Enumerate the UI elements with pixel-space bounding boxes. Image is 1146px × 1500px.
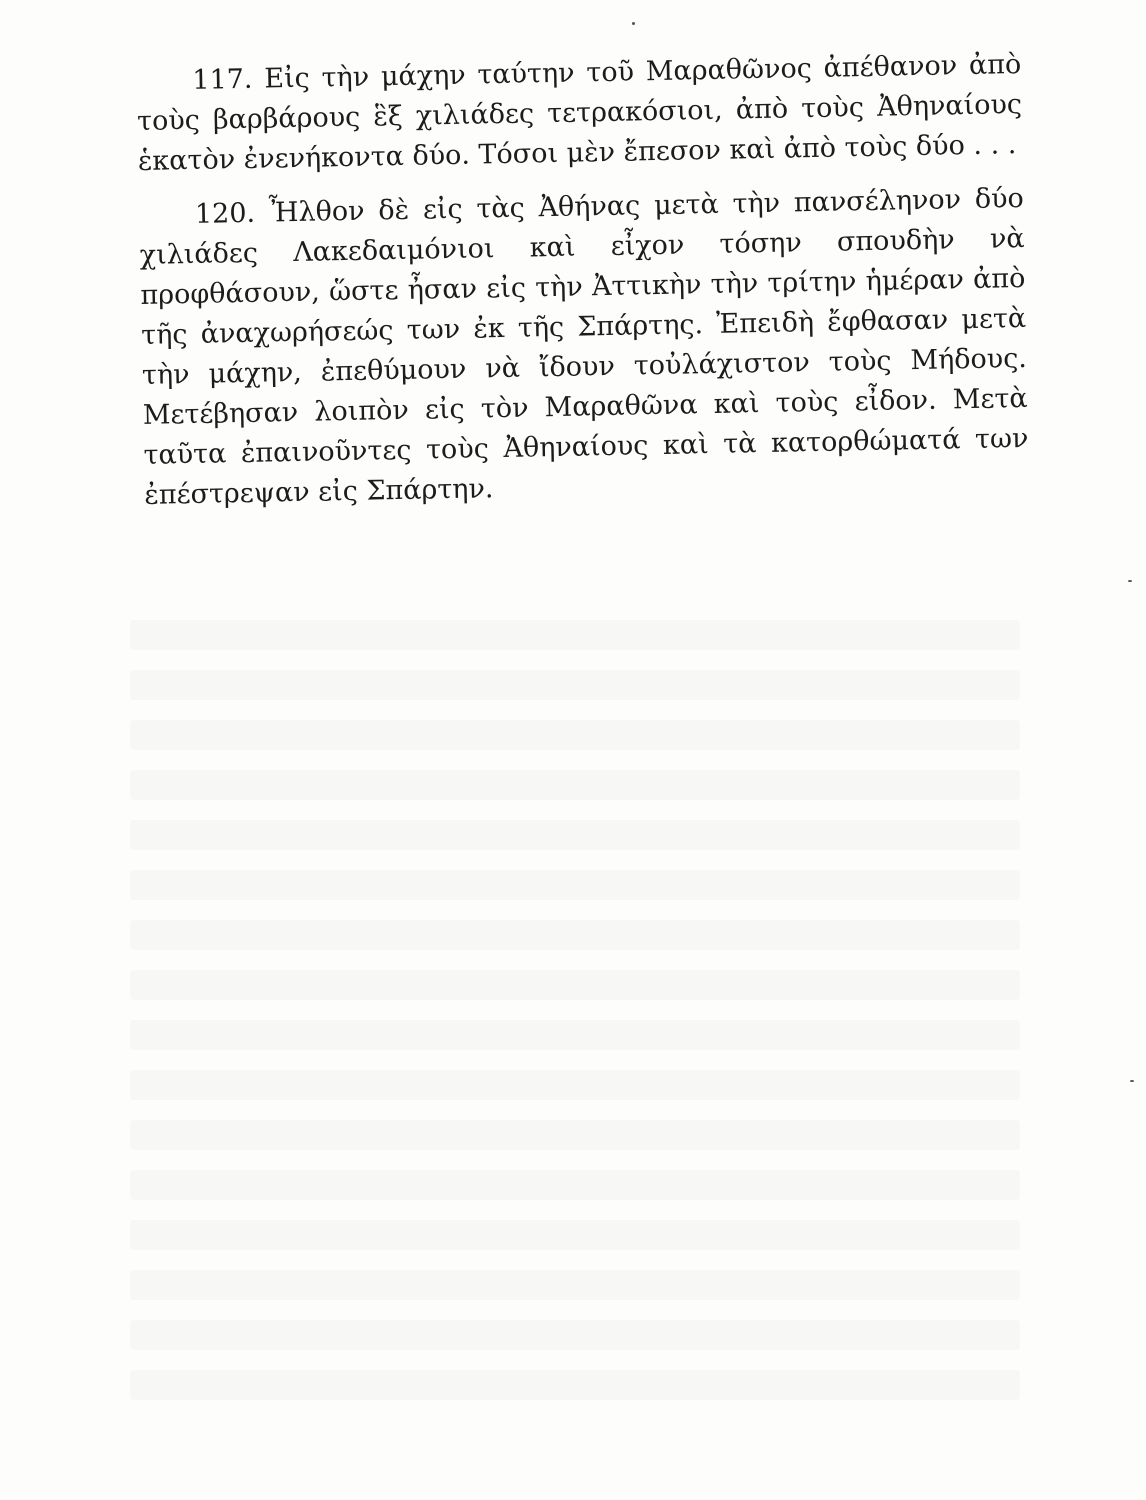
scan-speck (1128, 580, 1132, 582)
paragraph-text: Ἦλθον δὲ εἰς τὰς Ἀθήνας μετὰ τὴν πανσέληνον δύο χιλιάδες Λακεδαιμόνιοι καὶ εἶχον τόσην σπουδὴν νὰ προφθάσουν, ὥστε ἦσαν εἰς τὴν Ἀττικὴν τὴν τρίτην ἡμέραν ἀπὸ τῆς ἀναχωρήσεώς των ἐκ τῆς Σπάρτης. Ἐπειδὴ ἔφθασαν μετὰ τὴν μάχην, ἐπεθύμουν νὰ ἴδουν τοὐλάχιστον τοὺς Μήδους. Μετέβησαν λοιπὸν εἰς τὸν Μαραθῶνα καὶ τοὺς εἶδον. Μετὰ ταῦτα ἐπαινοῦντες τοὺς Ἀθηναίους καὶ τὰ κατορθώματά των ἐπέστρεψαν εἰς Σπάρτην. (139, 182, 1029, 511)
scan-speck (632, 22, 635, 25)
paragraph-120 (139, 179, 1030, 516)
scan-speck (1130, 1080, 1134, 1082)
paragraph-text: Εἰς τὴν μάχην ταύτην τοῦ Μαραθῶνος ἀπέθανον ἀπὸ τοὺς βαρβάρους ἓξ χιλιάδες τετρακόσιοι, ἀπὸ τοὺς Ἀθηναίους ἑκατὸν ἐνενήκοντα δύο. Τόσοι μὲν ἔπεσον καὶ ἀπὸ τοὺς δύο . . . (136, 49, 1023, 177)
paragraph-number: 117. (192, 63, 253, 96)
show-through-text (130, 620, 1020, 1420)
paragraph-117 (136, 45, 1023, 182)
paragraph-number: 120. (194, 197, 256, 230)
main-text (136, 45, 1030, 516)
